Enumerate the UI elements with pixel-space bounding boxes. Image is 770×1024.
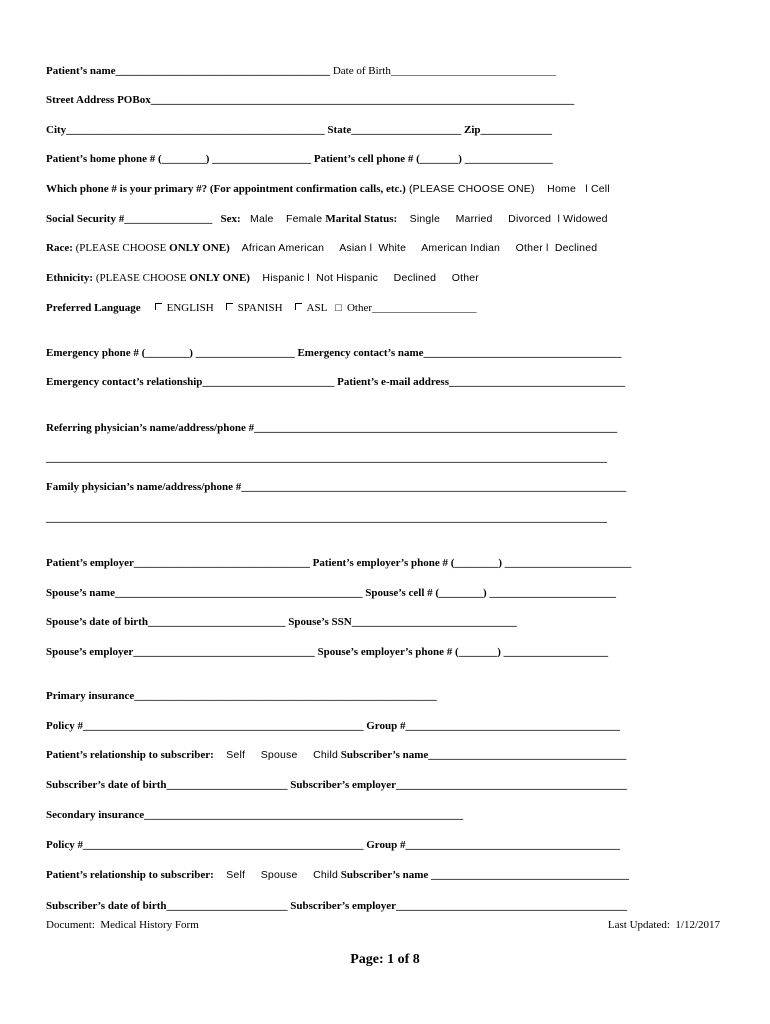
- footer-last-updated: Last Updated: 1/12/2017: [607, 919, 720, 931]
- patient-employer-line[interactable]: Patient’s employer________________________________ Patient’s employer’s phone # (________) _______________________: [46, 557, 632, 569]
- patient-name-line[interactable]: Patient’s name_______________________________________ Date of Birth______________________________: [46, 65, 556, 77]
- marital-label: Marital Status:: [325, 213, 398, 225]
- phone-numbers-line[interactable]: Patient’s home phone # (________) __________________ Patient’s cell phone # (_______) ________________: [46, 153, 553, 165]
- emergency-phone-line[interactable]: Emergency phone # (________) __________________ Emergency contact’s name____________________________________: [46, 347, 622, 359]
- primary-subscriber-name-field[interactable]: Subscriber’s name____________________________________: [338, 749, 627, 761]
- ethnicity-options[interactable]: Hispanic l Not Hispanic Declined Other: [249, 272, 479, 284]
- secondary-subscriber-name-field[interactable]: Subscriber’s name ____________________________________: [338, 869, 630, 881]
- race-options[interactable]: African American Asian l White American Indian Other l Declined: [229, 242, 598, 254]
- ssn-field[interactable]: Social Security #________________ Sex:: [46, 213, 241, 225]
- secondary-relationship-options[interactable]: Self Spouse Child: [213, 869, 339, 881]
- family-physician-blank[interactable]: ______________________________________________________________________________________________________: [46, 512, 607, 524]
- other-language-field[interactable]: Other___________________: [346, 302, 477, 314]
- secondary-insurance-line[interactable]: Secondary insurance__________________________________________________________: [46, 809, 464, 821]
- footer-document-name: Document: Medical History Form: [46, 919, 199, 931]
- referring-physician-blank[interactable]: ______________________________________________________________________________________________________: [46, 452, 607, 464]
- family-physician-line[interactable]: Family physician’s name/address/phone #______________________________________________________________________: [46, 481, 627, 493]
- secondary-relationship-line: Patient’s relationship to subscriber: Self Spouse Child Subscriber’s name ____________________________________: [46, 869, 630, 881]
- sex-options[interactable]: Male Female: [240, 213, 326, 225]
- emergency-relationship-line[interactable]: Emergency contact’s relationship________________________ Patient’s e-mail address________________________________: [46, 376, 625, 388]
- ethnicity-line: Ethnicity: (PLEASE CHOOSE ONLY ONE) Hispanic l Not Hispanic Declined Other: [46, 272, 479, 284]
- primary-phone-question: Which phone # is your primary #? (For appointment confirmation calls, etc.) (PLEASE CHOOSE ONE) Home l Cell: [46, 183, 610, 195]
- english-checkbox[interactable]: [155, 303, 162, 310]
- secondary-policy-line[interactable]: Policy #___________________________________________________ Group #_______________________________________: [46, 839, 620, 851]
- asl-checkbox[interactable]: [295, 303, 302, 310]
- spouse-name-line[interactable]: Spouse’s name_____________________________________________ Spouse’s cell # (________) _______________________: [46, 587, 616, 599]
- other-checkbox-icon[interactable]: □: [335, 302, 342, 314]
- dob-field[interactable]: Date of Birth______________________________: [330, 65, 556, 77]
- primary-relationship-options[interactable]: Self Spouse Child: [213, 749, 339, 761]
- primary-relationship-line: Patient’s relationship to subscriber: Self Spouse Child Subscriber’s name____________________________________: [46, 749, 627, 761]
- page-number: Page: 1 of 8: [350, 952, 420, 967]
- primary-phone-options[interactable]: (PLEASE CHOOSE ONE) Home l Cell: [405, 183, 610, 195]
- preferred-language-line: Preferred Language ENGLISH SPANISH ASL □ Other___________________: [46, 302, 477, 314]
- city-state-zip-line[interactable]: City_______________________________________________ State____________________ Zip_____________: [46, 124, 552, 136]
- spanish-checkbox[interactable]: [226, 303, 233, 310]
- race-line: Race: (PLEASE CHOOSE ONLY ONE) African American Asian l White American Indian Other l Declined: [46, 242, 598, 254]
- spouse-dob-line[interactable]: Spouse’s date of birth_________________________ Spouse’s SSN______________________________: [46, 616, 517, 628]
- primary-insurance-line[interactable]: Primary insurance_______________________________________________________: [46, 690, 437, 702]
- street-address-line[interactable]: Street Address POBox_____________________________________________________________________________: [46, 94, 575, 106]
- spouse-employer-line[interactable]: Spouse’s employer_________________________________ Spouse’s employer’s phone # (_______) ___________________: [46, 646, 609, 658]
- primary-subscriber-dob-line[interactable]: Subscriber’s date of birth______________________ Subscriber’s employer__________________________________________: [46, 779, 628, 791]
- secondary-subscriber-dob-line[interactable]: Subscriber’s date of birth______________________ Subscriber’s employer__________________________________________: [46, 900, 628, 912]
- ssn-sex-marital-line: [46, 212, 608, 226]
- primary-policy-line[interactable]: Policy #___________________________________________________ Group #_______________________________________: [46, 720, 620, 732]
- marital-options[interactable]: Single Married Divorced l Widowed: [397, 213, 608, 225]
- referring-physician-line[interactable]: Referring physician’s name/address/phone #__________________________________________________________________: [46, 422, 618, 434]
